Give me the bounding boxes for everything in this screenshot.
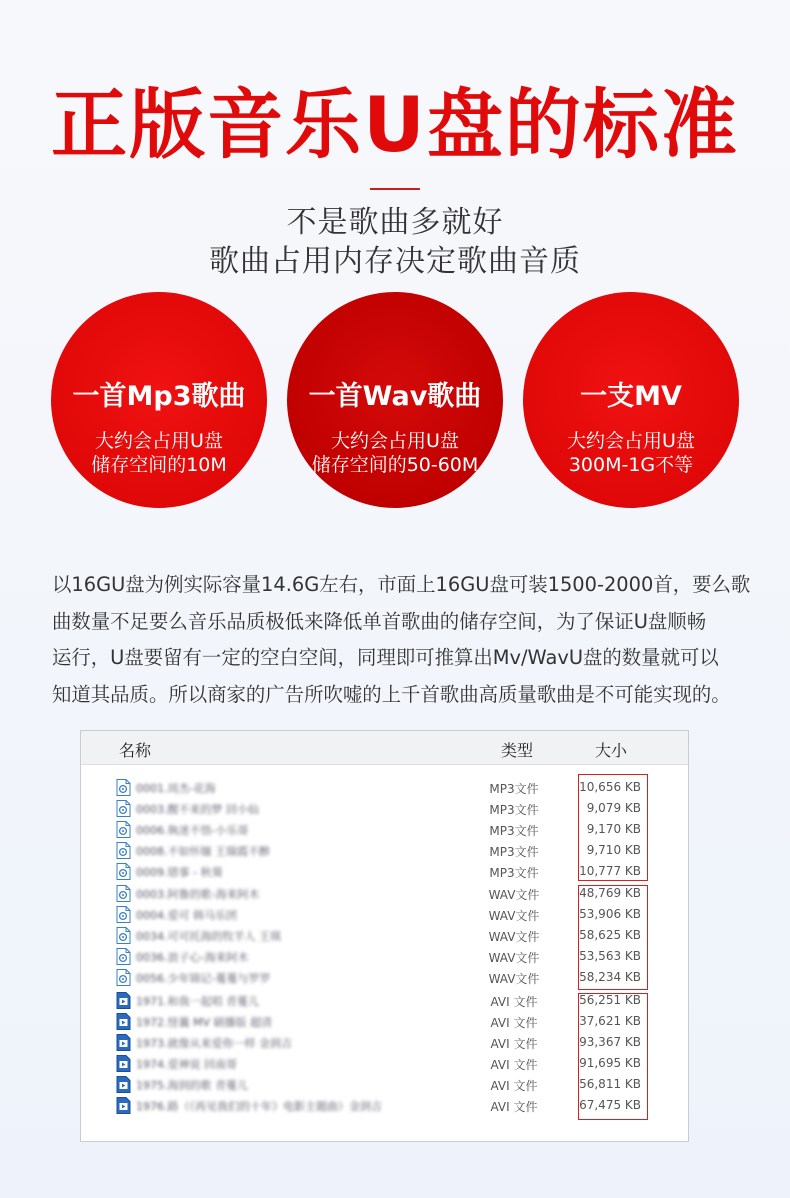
file-size: 53,563 KB [579, 949, 641, 963]
file-name: 0009.错事 - 秋葵 [136, 866, 223, 879]
mp3-file-icon [116, 842, 131, 859]
avi-file-icon [116, 992, 131, 1009]
subtitle-line-1: 不是歌曲多就好 [286, 205, 504, 240]
paragraph-line: 知道其品质。所以商家的广告所吹嘘的上千首歌曲高质量歌曲是不可能实现的。 [52, 682, 731, 706]
avi-file-icon [116, 1076, 131, 1093]
file-size: 91,695 KB [579, 1056, 641, 1070]
mp3-file-icon [116, 821, 131, 838]
file-size: 67,475 KB [579, 1098, 641, 1112]
file-size: 10,777 KB [579, 864, 641, 878]
wav-info-circle [287, 292, 503, 508]
file-name: 0006.執迷不悟-小乐哥 [136, 824, 249, 837]
mp3-file-icon [116, 863, 131, 880]
column-header-type[interactable]: 类型 [501, 741, 534, 760]
file-name: 0056.少年锦记-蔓蔓与罗罗 [136, 972, 271, 985]
file-name: 0001.周杰-花海 [136, 782, 216, 795]
wav-file-icon [116, 885, 131, 902]
mp3-file-icon [116, 779, 131, 796]
file-size: 58,625 KB [579, 928, 641, 942]
file-name: 1975.海到的歌 青蔓儿 [136, 1079, 248, 1092]
circle-text-line-1: 大约会占用U盘 [95, 430, 223, 452]
circle-text-line-2: 300M-1G不等 [568, 454, 694, 476]
file-type: WAV文件 [488, 930, 540, 944]
circle-heading: 一支MV [580, 381, 682, 412]
file-explorer-screenshot [80, 730, 689, 1142]
file-size: 56,251 KB [579, 993, 641, 1007]
file-name: 0008.不如怀缅 王瑞霞不醉 [136, 845, 270, 858]
file-size: 93,367 KB [579, 1035, 641, 1049]
circle-text-line-1: 大约会占用U盘 [331, 430, 459, 452]
wav-file-icon [116, 969, 131, 986]
circle-heading: 一首Wav歌曲 [308, 381, 482, 412]
paragraph-line: 曲数量不足要么音乐品质极低来降低单首歌曲的储存空间，为了保证U盘顺畅 [52, 609, 707, 633]
circle-text-line-2: 储存空间的10M [91, 454, 227, 476]
subtitle-line-2: 歌曲占用内存决定歌曲音质 [209, 244, 581, 279]
file-name: 0004.爱可 韩马乐团 [136, 909, 237, 922]
file-type: WAV文件 [488, 951, 540, 965]
file-name: 0003.醒不来的梦 回小仙 [136, 803, 259, 816]
file-type: MP3文件 [489, 824, 539, 838]
wav-size-highlight-box [578, 885, 648, 990]
column-header-bar [81, 731, 688, 765]
circle-text-line-1: 大约会占用U盘 [567, 430, 695, 452]
file-type: AVI 文件 [490, 995, 538, 1009]
file-type: AVI 文件 [490, 1016, 538, 1030]
avi-file-icon [116, 1097, 131, 1114]
file-type: AVI 文件 [490, 1037, 538, 1051]
file-type: AVI 文件 [490, 1058, 538, 1072]
mp3-info-circle [51, 292, 267, 508]
avi-file-icon [116, 1055, 131, 1072]
file-size: 37,621 KB [579, 1014, 641, 1028]
file-name: 1976.路（《再见我们的十年》电影主题曲）金润吉 [136, 1100, 382, 1113]
column-header-name[interactable]: 名称 [119, 741, 152, 760]
mv-info-circle [523, 292, 739, 508]
file-type: MP3文件 [489, 866, 539, 880]
file-type: MP3文件 [489, 803, 539, 817]
avi-size-highlight-box [578, 993, 648, 1120]
file-type: MP3文件 [489, 782, 539, 796]
wav-file-icon [116, 927, 131, 944]
file-size: 56,811 KB [579, 1077, 641, 1091]
file-name: 1974.爱神说 回南哥 [136, 1058, 237, 1071]
avi-file-icon [116, 1013, 131, 1030]
file-type: AVI 文件 [490, 1079, 538, 1093]
mp3-file-icon [116, 800, 131, 817]
file-size: 10,656 KB [579, 780, 641, 794]
file-size: 9,710 KB [586, 843, 641, 857]
avi-file-icon [116, 1034, 131, 1051]
file-size: 9,170 KB [586, 822, 641, 836]
explanation-paragraph [52, 567, 751, 713]
file-name: 0036.浪子心-海来阿木 [136, 951, 249, 964]
file-name: 0034.可可托海的牧羊人 王琪 [136, 930, 281, 943]
file-type: WAV文件 [488, 888, 540, 902]
file-size: 53,906 KB [579, 907, 641, 921]
file-name: 0003.阿鲁的歌-海来阿木 [136, 888, 260, 901]
page-title: 正版音乐U盘的标准 [51, 80, 739, 169]
file-type: WAV文件 [488, 909, 540, 923]
column-header-size[interactable]: 大小 [595, 741, 628, 760]
file-name: 1972.怪曩 MV 刷播版 超清 [136, 1016, 272, 1029]
file-size: 48,769 KB [579, 886, 641, 900]
wav-file-icon [116, 906, 131, 923]
wav-file-icon [116, 948, 131, 965]
file-size: 9,079 KB [586, 801, 641, 815]
paragraph-line: 运行，U盘要留有一定的空白空间，同理即可推算出Mv/WavU盘的数量就可以 [52, 646, 719, 669]
circle-text-line-2: 储存空间的50-60M [311, 454, 479, 476]
file-type: MP3文件 [489, 845, 539, 859]
file-name: 1971.和我一起唱 青蔓儿 [136, 995, 259, 1008]
file-type: WAV文件 [488, 972, 540, 986]
circle-heading: 一首Mp3歌曲 [72, 381, 246, 412]
file-size: 58,234 KB [579, 970, 641, 984]
file-name: 1973.就像从来爱你一样 金润吉 [136, 1037, 292, 1050]
paragraph-line: 以16GU盘为例实际容量14.6G左右，市面上16GU盘可装1500-2000首，要么歌 [52, 573, 751, 596]
file-type: AVI 文件 [490, 1100, 538, 1114]
title-divider [370, 188, 420, 190]
mp3-size-highlight-box [578, 774, 648, 881]
